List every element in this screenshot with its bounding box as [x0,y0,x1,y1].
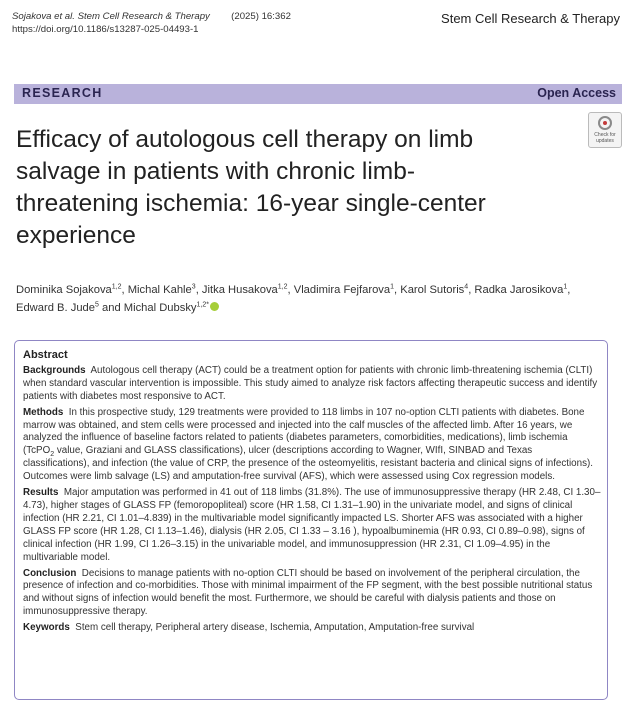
author-name[interactable]: Karol Sutoris [400,284,465,296]
results-text: Major amputation was performed in 41 out of 118 limbs (31.8%). The use of immunosuppressive therapy (HR 2.48, CI 1.30–4.73), higher stages of GLASS FP (femoropopliteal) score (HR 1.58, CI 1.31–1.90) in the univariate model, and signs of clinical infection (HR 2.21, CI 1.01–4.839) in the multivariable model significantly impacted LS. Shorter AFS was associated with a higher GLASS FP score (HR 1.28, CI 1.13–1.46), dialysis (HR 2.05, CI 1.33 – 3.16 ), hypoalbuminemia (HR 0.93, CI 0.89–0.98), signs of clinical infection (HR 1.99, CI 1.26–3.15) in the univariable model, and immunosuppression (HR 2.31, CI 1.09–4.95) in the multivariable model. [23,487,601,563]
abstract-heading: Abstract [23,349,68,361]
results-label: Results [23,487,59,499]
author-name[interactable]: Michal Kahle [127,284,192,296]
open-access-label: Open Access [537,86,616,100]
author-name[interactable]: Jitka Husakova [201,284,278,296]
citation-journal: Stem Cell Research & Therapy [77,11,210,22]
author-name[interactable]: Edward B. Jude [16,302,95,314]
keywords-text: Stem cell therapy, Peripheral artery disease, Ischemia, Amputation, Amputation-free survival [75,622,475,634]
author-name[interactable]: Radka Jarosikova [474,284,564,296]
methods-text-cont: value, Graziani and GLASS classifications), ulcer (descriptions according to Wagner, WIfI, SINBAD and Texas classifications), and infection (the value of CRP, the presence of the osteomyelitis, resistant bacteria and clinical signs of infections). Outcomes were limb salvage (LS) and amputation-free survival (AFS), which were assessed using Cox regression models. [23,445,593,483]
doi-link[interactable]: https://doi.org/10.1186/s13287-025-04493-1 [12,24,199,35]
author-conjunction: and [102,302,121,314]
author-name[interactable]: Vladimira Fejfarova [293,284,391,296]
backgrounds-text: Autologous cell therapy (ACT) could be a treatment option for patients with chronic limb-threatening ischemia (CLTI) when standard vascular intervention is impossible. This study aimed to analyze risk factors affecting therapeutic success and identify patients with diabetes most responsive to ACT. [23,364,598,402]
author-affiliation: 3 [191,283,196,291]
methods-text: In this prospective study, 129 treatments were provided to 118 limbs in 107 no-option CLTI patients with diabetes. Bone marrow was obtained, and stem cells were processed and injected into the calf muscles of the affected limb. After 16 years, we analyzed the influence of baseline factors related to patients (diabetes parameters, comorbidities, medications), limb ischemia (TcPO [23,406,585,457]
section-label: RESEARCH [22,86,103,100]
author-affiliation: 1,2 [277,283,288,291]
keywords-label: Keywords [23,622,70,634]
author-name[interactable]: Michal Dubsky [123,302,197,314]
article-title: Efficacy of autologous cell therapy on limb salvage in patients with chronic limb-threatening ischemia: 16-year single-center experience [16,126,486,249]
abstract-conclusion [23,568,601,620]
abstract-methods [23,407,601,484]
citation-authors: Sojakova et al. [12,11,75,22]
methods-subscript: 2 [50,451,55,459]
author-name[interactable]: Dominika Sojakova [16,284,112,296]
author-affiliation: 1,2* [196,301,209,309]
methods-label: Methods [23,406,64,418]
author-affiliation: 4 [464,283,469,291]
orcid-icon[interactable] [210,302,219,311]
check-for-updates-icon[interactable] [588,112,622,148]
author-list: Dominika Sojakova$^{1,2}$, Michal Kahle$^3$, Jitka Husakova$^{1,2}$, Vladimira Fejfarova$^1$, Karol Sutoris$^4$, Radka Jarosikova$^1$, Edward B. Jude$^5$ and Michal Dubsky$^{1,2*}$ [16,283,571,314]
backgrounds-label: Backgrounds [23,364,86,376]
abstract-box [14,340,608,700]
updates-ring-icon [598,116,612,130]
conclusion-text: Decisions to manage patients with no-option CLTI should be based on involvement of the peripheral circulation, the presence of infection and co-morbidities. Those with minimal impairment of the FP segment, with the best possible nutritional status and without signs of infection would benefit the most. Furthermore, we should be careful with dialysis patients and those on immunosuppressive therapy. [23,567,593,618]
citation-year: (2025) 16:362 [231,11,291,22]
citation-header [12,10,291,36]
author-affiliation: 5 [94,301,99,309]
abstract-results [23,487,601,564]
abstract-backgrounds [23,365,601,404]
abstract-keywords [23,622,601,635]
conclusion-label: Conclusion [23,567,77,579]
author-affiliation: 1 [390,283,395,291]
section-band [14,84,622,104]
citation-line [12,10,291,23]
check-for-updates-label: Check for updates [594,132,616,144]
journal-name: Stem Cell Research & Therapy [441,11,620,26]
author-affiliation: 1 [563,283,568,291]
author-affiliation: 1,2 [111,283,122,291]
